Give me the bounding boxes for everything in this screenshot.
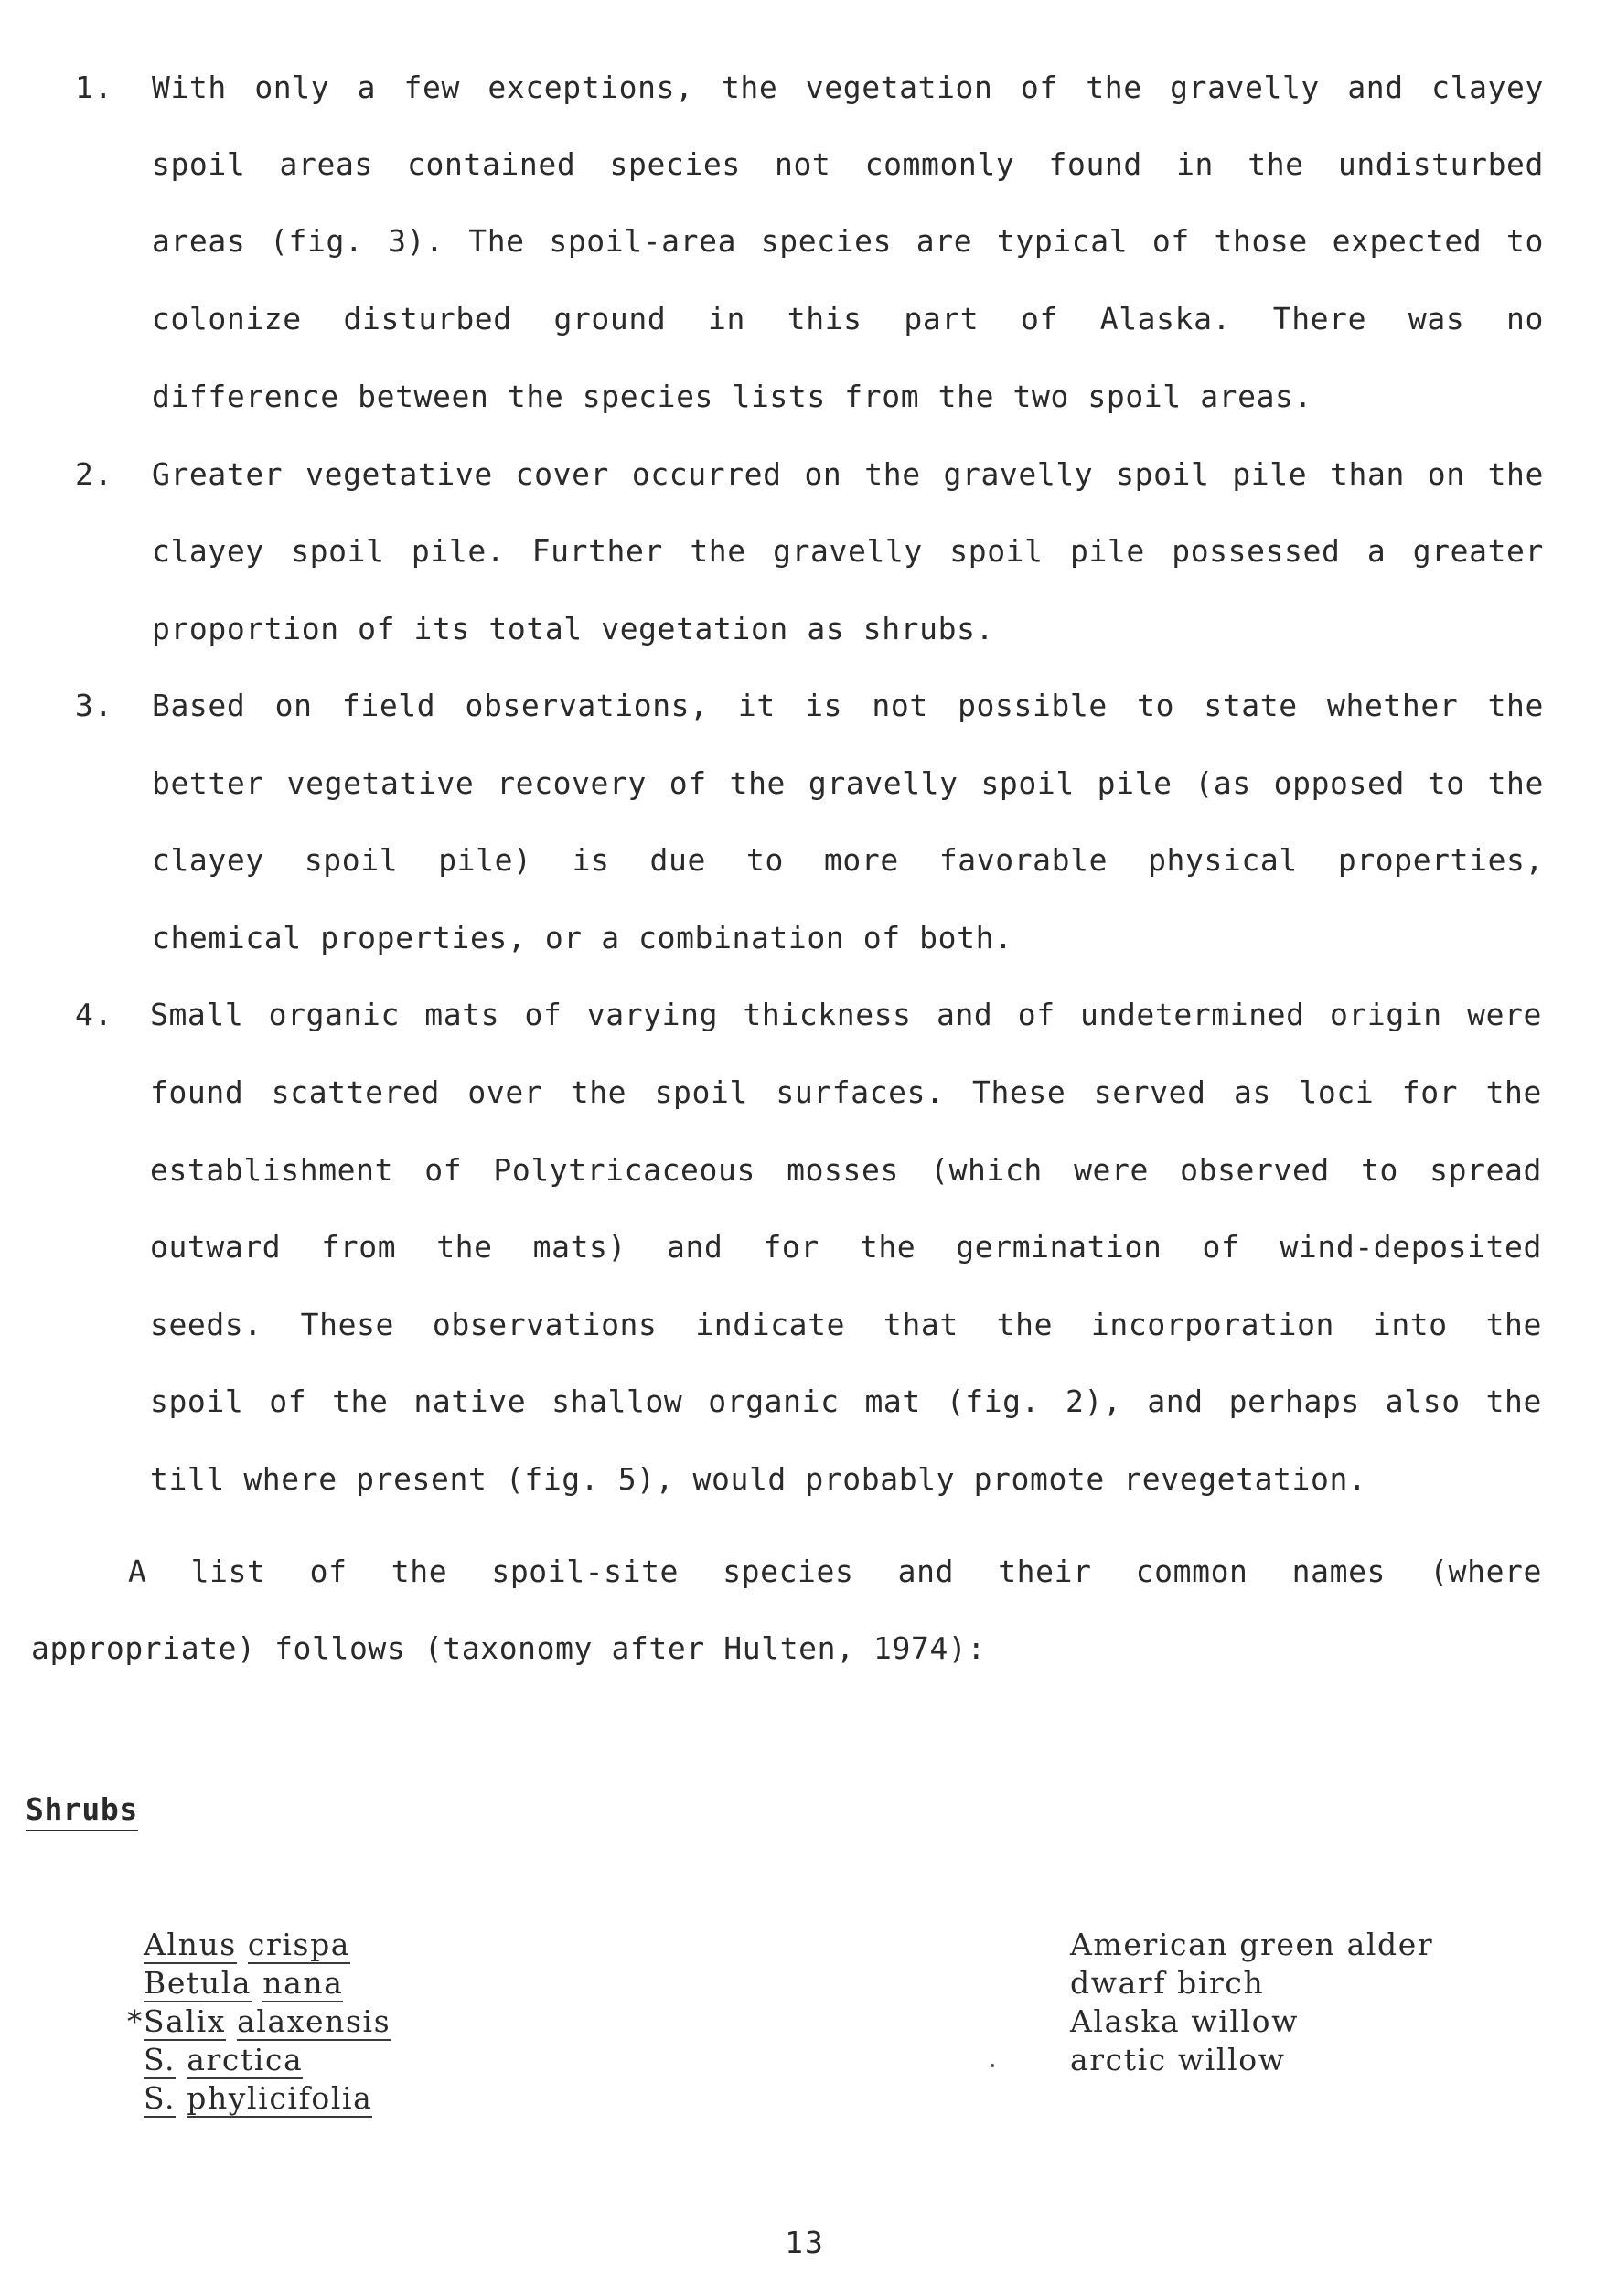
scientific-name [125, 1927, 350, 1963]
finding-line: Greater vegetative cover occurred on the gravelly spoil pile than on the [152, 456, 1544, 492]
finding-line: areas (fig. 3). The spoil-area species are typical of those expected to [152, 223, 1544, 259]
species-mark: * [126, 2003, 144, 2039]
finding-line: till where present (fig. 5), would probably promote revegetation. [150, 1461, 1367, 1497]
scan-speck [991, 2064, 994, 2067]
scientific-name [125, 2080, 372, 2117]
epithet: crispa [247, 1927, 351, 1962]
finding-line: found scattered over the spoil surfaces. These served as loci for the [150, 1074, 1542, 1110]
genus: S. [144, 2042, 177, 2077]
epithet: arctica [187, 2042, 304, 2077]
common-name: dwarf birch [1070, 1965, 1265, 2001]
finding-line: chemical properties, or a combination of both. [152, 920, 1013, 956]
finding-line: better vegetative recovery of the gravelly spoil pile (as opposed to the [152, 765, 1544, 801]
finding-line: outward from the mats) and for the germination of wind-deposited [150, 1229, 1542, 1265]
species-row [0, 2003, 1617, 2042]
common-name: American green alder [1070, 1927, 1434, 1962]
genus: Betula [144, 1965, 252, 2001]
genus: Salix [144, 2003, 227, 2039]
intro-line: A list of the spoil-site species and their common names (where [128, 1554, 1542, 1589]
finding-line: proportion of its total vegetation as shrubs. [152, 611, 995, 646]
finding-line: spoil of the native shallow organic mat (fig. 2), and perhaps also the [150, 1383, 1542, 1419]
finding-number: 1. [75, 69, 113, 105]
finding-line: Small organic mats of varying thickness and of undetermined origin were [150, 997, 1542, 1032]
finding-number: 4. [75, 997, 113, 1032]
finding-line: clayey spoil pile) is due to more favorable physical properties, [152, 842, 1544, 878]
common-name: Alaska willow [1070, 2003, 1299, 2039]
species-row [0, 1965, 1617, 2003]
genus: S. [144, 2080, 177, 2116]
scientific-name [125, 2003, 391, 2040]
epithet: nana [262, 1965, 344, 2001]
page-number: 13 [785, 2225, 825, 2260]
scientific-name [125, 2042, 303, 2078]
scientific-name [125, 1965, 343, 2002]
finding-number: 2. [75, 456, 113, 492]
finding-line: clayey spoil pile. Further the gravelly spoil pile possessed a greater [152, 533, 1544, 569]
finding-number: 3. [75, 688, 113, 723]
species-row [0, 2042, 1617, 2080]
epithet: phylicifolia [187, 2080, 373, 2116]
species-row [0, 1927, 1617, 1965]
finding-line: Based on field observations, it is not possible to state whether the [152, 688, 1544, 723]
section-heading: Shrubs [26, 1791, 138, 1831]
epithet: alaxensis [237, 2003, 391, 2039]
intro-line: appropriate) follows (taxonomy after Hulten, 1974): [31, 1630, 986, 1666]
finding-line: seeds. These observations indicate that the incorporation into the [150, 1307, 1542, 1342]
finding-line: colonize disturbed ground in this part of Alaska. There was no [152, 301, 1544, 336]
finding-line: spoil areas contained species not commonly found in the undisturbed [152, 146, 1544, 182]
finding-line: With only a few exceptions, the vegetation of the gravelly and clayey [152, 69, 1544, 105]
finding-line: establishment of Polytricaceous mosses (which were observed to spread [150, 1152, 1542, 1188]
common-name: arctic willow [1070, 2042, 1286, 2077]
genus: Alnus [144, 1927, 237, 1962]
species-row [0, 2080, 1617, 2119]
finding-line: difference between the species lists from the two spoil areas. [152, 379, 1312, 414]
